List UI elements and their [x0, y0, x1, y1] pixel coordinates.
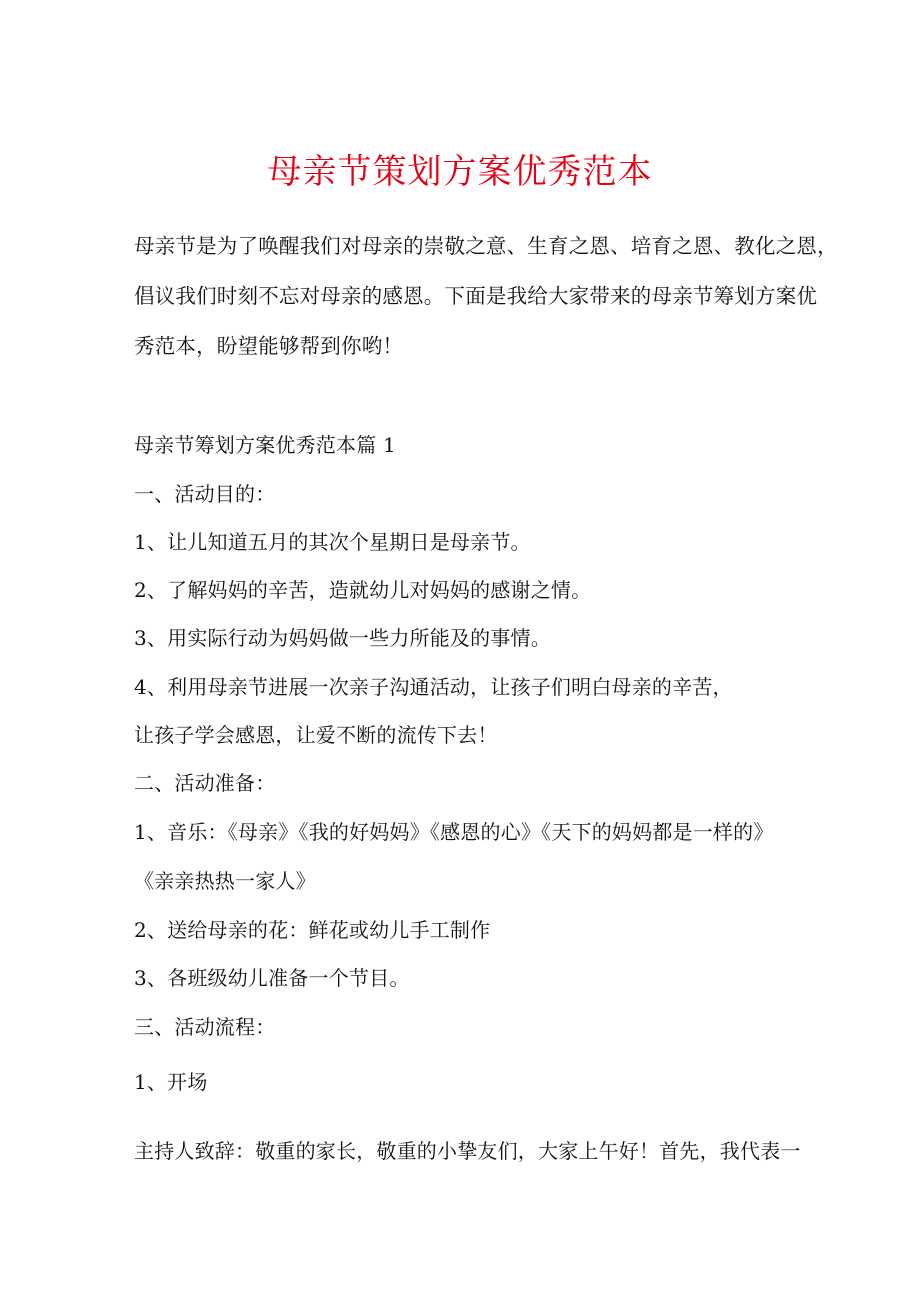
- intro-line: 秀范本，盼望能够帮到你哟！: [134, 334, 404, 358]
- list-item: 2、送给母亲的花：鲜花或幼儿手工制作: [134, 918, 491, 942]
- list-item-continuation: 让孩子学会感恩，让爱不断的流传下去！: [134, 723, 498, 747]
- list-item: 1、让儿知道五月的其次个星期日是母亲节。: [134, 530, 531, 554]
- list-item: 2、了解妈妈的辛苦，造就幼儿对妈妈的感谢之情。: [134, 578, 592, 602]
- subsection-heading: 一、活动目的：: [134, 482, 276, 506]
- subsection-heading: 三、活动流程：: [134, 1015, 276, 1039]
- list-item: 1、音乐：《母亲》《我的好妈妈》《感恩的心》《天下的妈妈都是一样的》: [134, 820, 774, 844]
- intro-line: 倡议我们时刻不忘对母亲的感恩。下面是我给大家带来的母亲节筹划方案优: [134, 284, 818, 308]
- section-heading: 母亲节筹划方案优秀范本篇 1: [134, 433, 396, 457]
- list-item: 3、各班级幼儿准备一个节目。: [134, 966, 410, 990]
- intro-line: 母亲节是为了唤醒我们对母亲的崇敬之意、生育之恩、培育之恩、教化之恩，: [134, 234, 838, 258]
- subsection-heading: 二、活动准备：: [134, 771, 276, 795]
- list-item: 3、用实际行动为妈妈做一些力所能及的事情。: [134, 626, 551, 650]
- paragraph-line: 主持人致辞：敬重的家长，敬重的小挚友们，大家上午好！首先，我代表一: [134, 1139, 801, 1163]
- list-item: 1、开场: [134, 1070, 208, 1094]
- document-title: 母亲节策划方案优秀范本: [267, 152, 653, 192]
- list-item-continuation: 《亲亲热热一家人》: [134, 869, 316, 893]
- list-item: 4、利用母亲节进展一次亲子沟通活动，让孩子们明白母亲的辛苦，: [134, 675, 733, 699]
